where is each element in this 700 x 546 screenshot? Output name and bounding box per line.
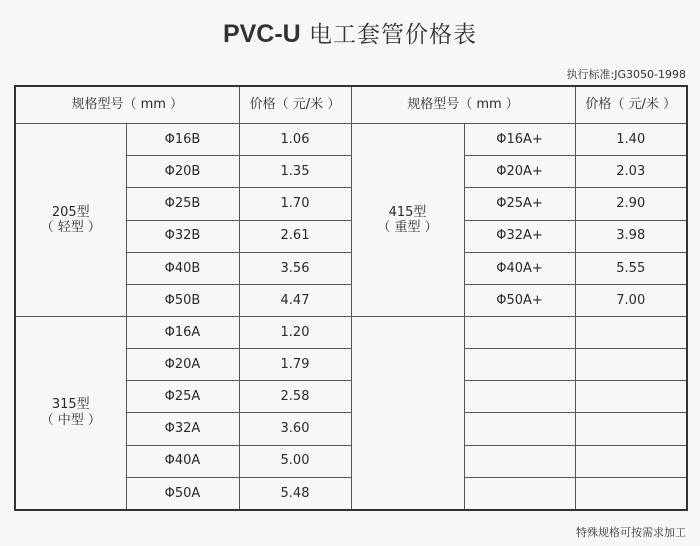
group-medium-sub: （ 中型 ）	[40, 413, 101, 428]
light-price-cell: 2.61	[239, 220, 351, 252]
light-price-cell: 4.47	[239, 284, 351, 316]
empty-cell	[464, 477, 575, 510]
light-price-cell: 3.56	[239, 252, 351, 284]
medium-size-cell: Φ40A	[126, 445, 239, 477]
empty-group-cell	[351, 317, 464, 510]
medium-size-cell: Φ32A	[126, 413, 239, 445]
empty-cell	[464, 413, 575, 445]
heavy-size-cell: Φ32A+	[464, 220, 575, 252]
medium-price-cell: 5.00	[239, 445, 351, 477]
empty-cell	[464, 381, 575, 413]
heavy-price-cell: 1.40	[575, 124, 687, 156]
heavy-size-cell: Φ20A+	[464, 156, 575, 188]
title-chinese: 电工套管价格表	[300, 22, 478, 48]
medium-size-cell: Φ25A	[126, 381, 239, 413]
empty-cell	[575, 477, 687, 510]
light-size-cell: Φ16B	[126, 124, 239, 156]
light-size-cell: Φ32B	[126, 220, 239, 252]
group-light	[15, 124, 126, 317]
light-price-cell: 1.35	[239, 156, 351, 188]
light-price-cell: 1.06	[239, 124, 351, 156]
heavy-price-cell: 2.90	[575, 188, 687, 220]
empty-cell	[575, 317, 687, 349]
empty-cell	[464, 317, 575, 349]
medium-size-cell: Φ16A	[126, 317, 239, 349]
light-size-cell: Φ50B	[126, 284, 239, 316]
empty-cell	[464, 349, 575, 381]
group-light-name: 205型	[51, 204, 90, 220]
group-heavy-sub: （ 重型 ）	[377, 220, 438, 236]
title-latin: PVC-U	[222, 20, 301, 48]
empty-cell	[575, 381, 687, 413]
medium-size-cell: Φ50A	[126, 477, 239, 510]
group-light-sub: （ 轻型 ）	[40, 220, 101, 236]
table-header-row	[15, 86, 687, 124]
empty-cell	[575, 413, 687, 445]
heavy-price-cell: 2.03	[575, 156, 687, 188]
medium-price-cell: 5.48	[239, 477, 351, 510]
heavy-size-cell: Φ16A+	[464, 124, 575, 156]
table-row	[15, 317, 687, 349]
header-price-left: 价格（ 元/米 ）	[239, 86, 351, 124]
heavy-size-cell: Φ50A+	[464, 284, 575, 316]
light-size-cell: Φ20B	[126, 156, 239, 188]
heavy-size-cell: Φ40A+	[464, 252, 575, 284]
light-size-cell: Φ25B	[126, 188, 239, 220]
price-table	[14, 85, 688, 511]
header-spec-left: 规格型号（ mm ）	[15, 86, 239, 124]
header-price-right: 价格（ 元/米 ）	[575, 86, 687, 124]
medium-price-cell: 2.58	[239, 381, 351, 413]
medium-price-cell: 3.60	[239, 413, 351, 445]
heavy-price-cell: 5.55	[575, 252, 687, 284]
heavy-price-cell: 7.00	[575, 284, 687, 316]
group-heavy	[351, 124, 464, 317]
heavy-size-cell: Φ25A+	[464, 188, 575, 220]
light-size-cell: Φ40B	[126, 252, 239, 284]
heavy-price-cell: 3.98	[575, 220, 687, 252]
table-row	[15, 124, 687, 156]
empty-cell	[575, 349, 687, 381]
standard-note: 执行标准:JG3050-1998	[566, 68, 686, 81]
group-heavy-name: 415型	[388, 204, 427, 220]
header-spec-right: 规格型号（ mm ）	[351, 86, 575, 124]
empty-cell	[575, 445, 687, 477]
custom-order-note: 特殊规格可按需求加工	[576, 526, 686, 539]
group-medium	[15, 317, 126, 510]
medium-size-cell: Φ20A	[126, 349, 239, 381]
empty-cell	[464, 445, 575, 477]
group-medium-name: 315型	[51, 397, 90, 413]
page-title	[0, 16, 700, 49]
medium-price-cell: 1.79	[239, 349, 351, 381]
light-price-cell: 1.70	[239, 188, 351, 220]
medium-price-cell: 1.20	[239, 317, 351, 349]
